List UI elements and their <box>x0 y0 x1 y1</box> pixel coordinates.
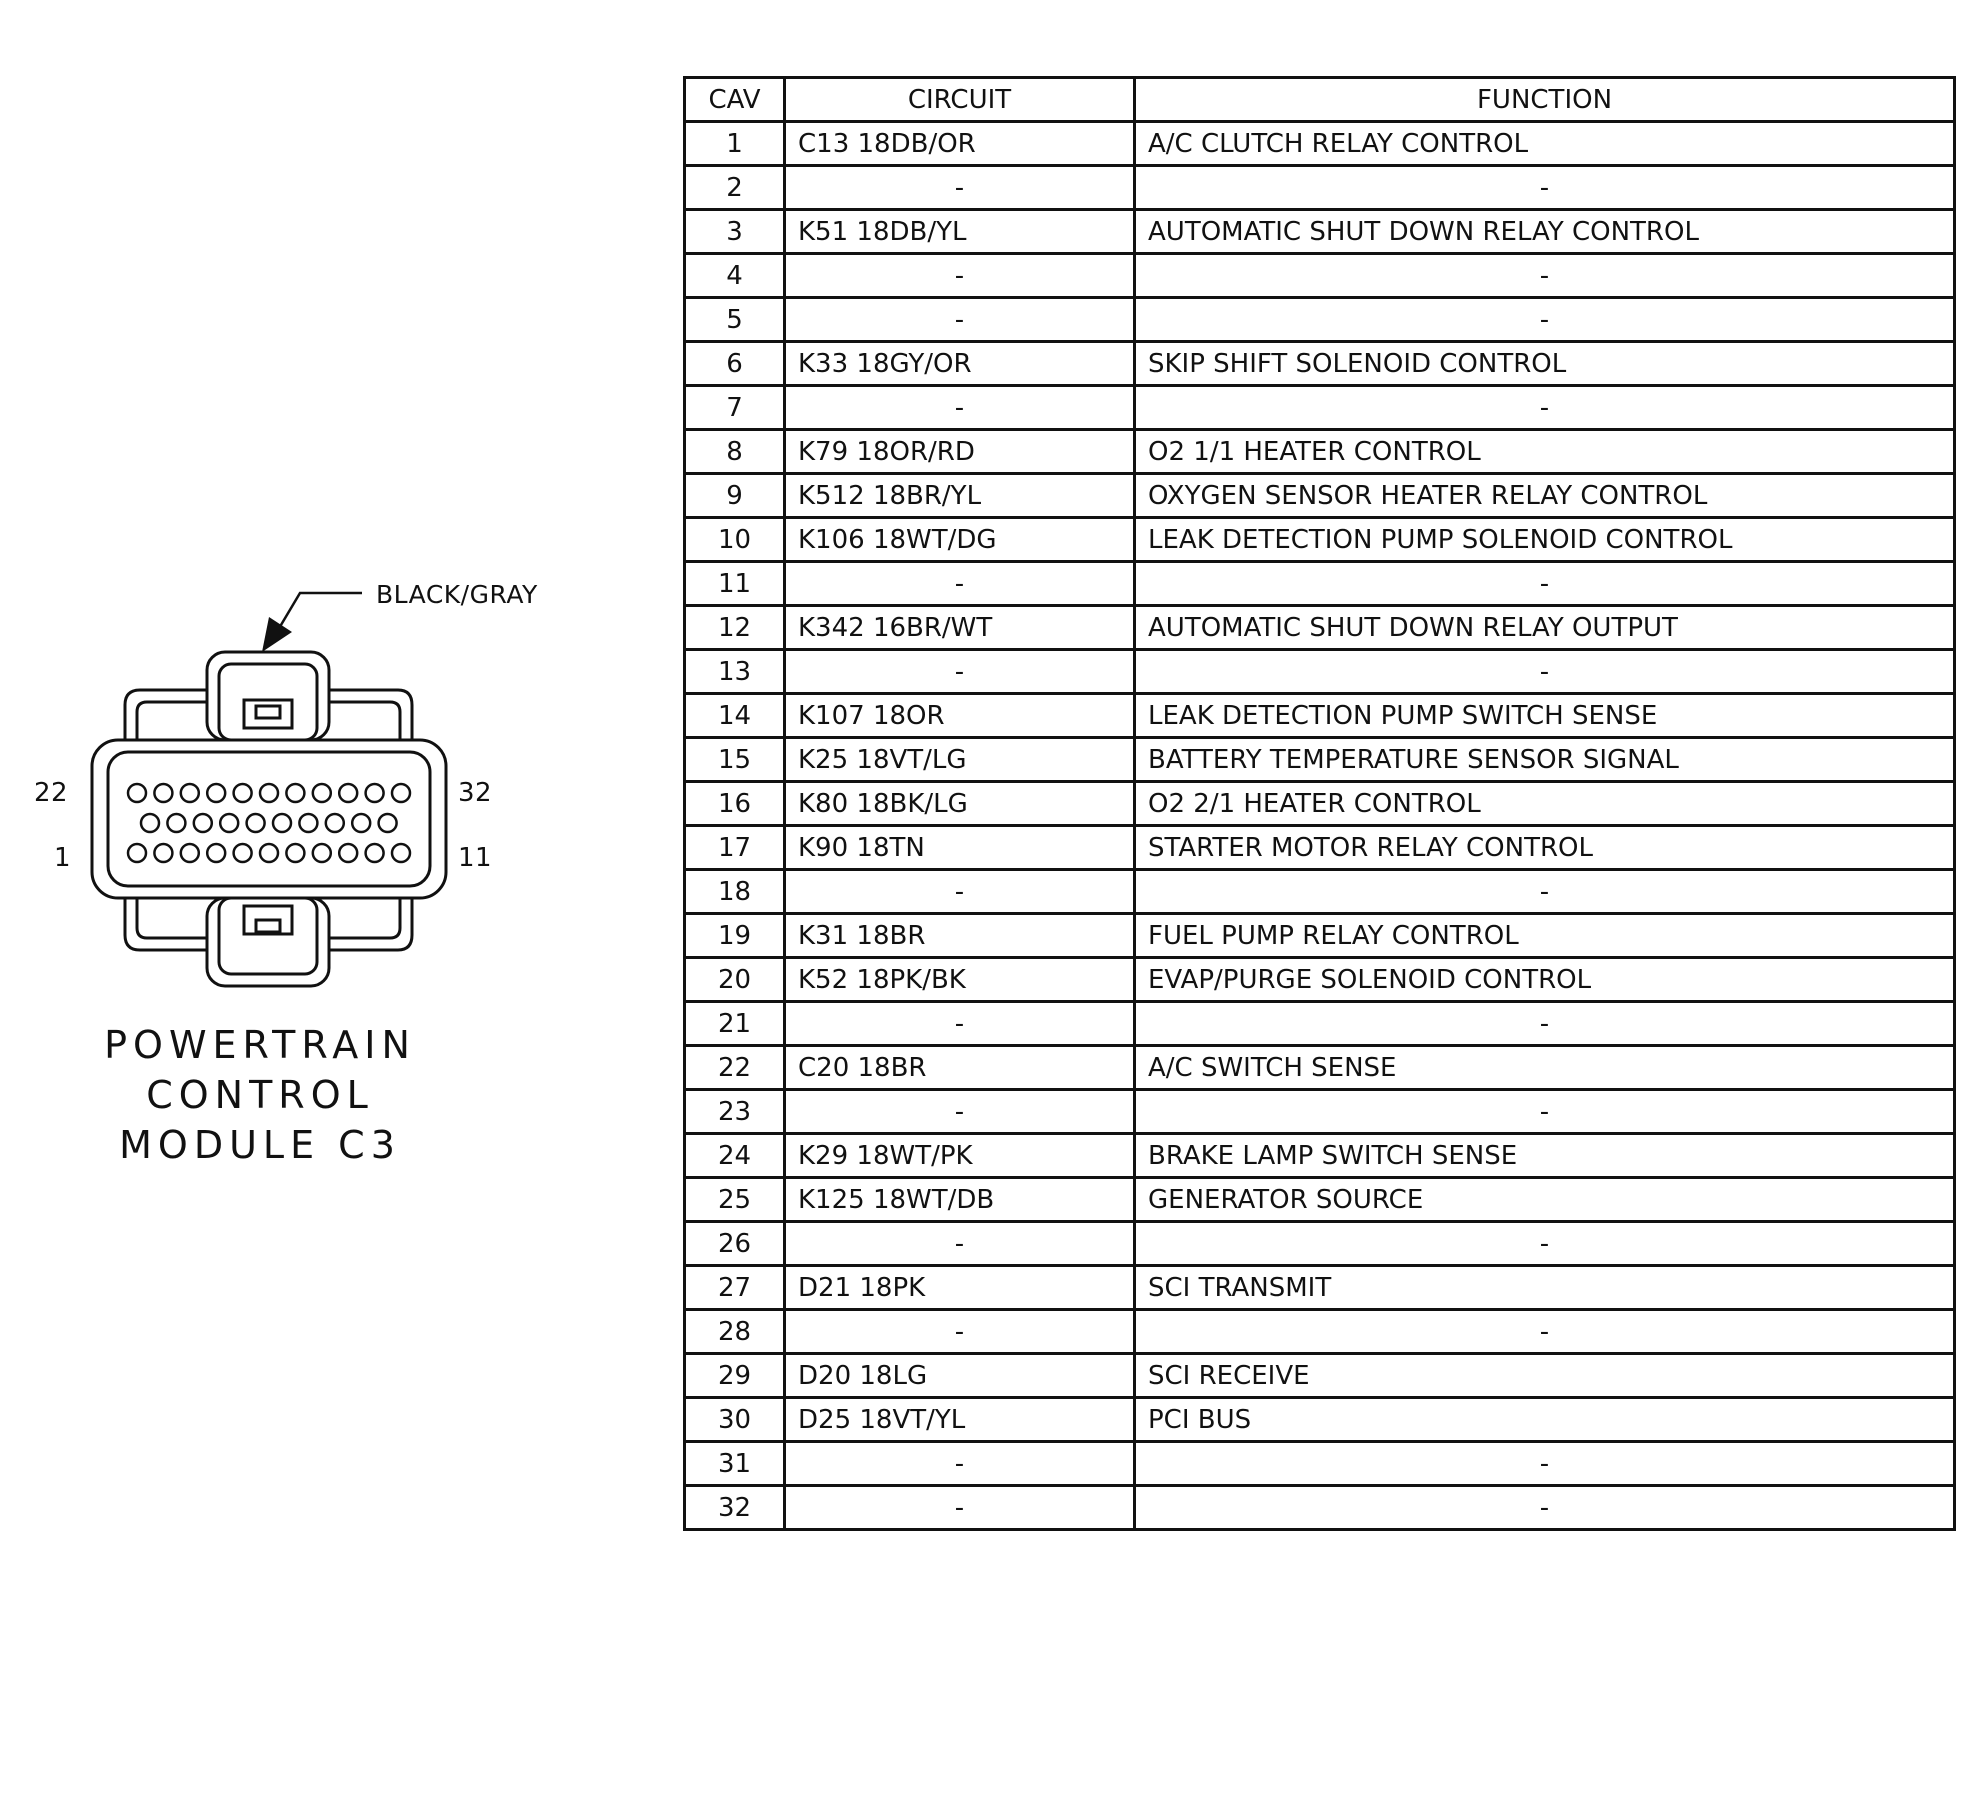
circuit-cell: K512 18BR/YL <box>785 474 1135 518</box>
table-row <box>685 1002 1955 1046</box>
pin-cavity <box>141 814 159 832</box>
table-row <box>685 1310 1955 1354</box>
table-row <box>685 958 1955 1002</box>
cav-cell: 24 <box>685 1134 785 1178</box>
pin-cavity <box>181 844 199 862</box>
circuit-cell: - <box>785 386 1135 430</box>
function-cell: AUTOMATIC SHUT DOWN RELAY OUTPUT <box>1135 606 1955 650</box>
table-row <box>685 122 1955 166</box>
pin-label-22: 22 <box>34 778 69 808</box>
table-row <box>685 1046 1955 1090</box>
cav-cell: 7 <box>685 386 785 430</box>
circuit-cell: K342 16BR/WT <box>785 606 1135 650</box>
pin-cavity <box>234 784 252 802</box>
cav-cell: 17 <box>685 826 785 870</box>
table-row <box>685 254 1955 298</box>
pin-cavity <box>220 814 238 832</box>
pin-cavity <box>299 814 317 832</box>
function-cell: - <box>1135 1090 1955 1134</box>
circuit-cell: D20 18LG <box>785 1354 1135 1398</box>
function-cell: A/C CLUTCH RELAY CONTROL <box>1135 122 1955 166</box>
circuit-cell: K107 18OR <box>785 694 1135 738</box>
cav-cell: 4 <box>685 254 785 298</box>
table-row <box>685 1222 1955 1266</box>
table-row <box>685 738 1955 782</box>
table-row <box>685 1442 1955 1486</box>
cav-cell: 20 <box>685 958 785 1002</box>
function-cell: O2 2/1 HEATER CONTROL <box>1135 782 1955 826</box>
circuit-cell: K31 18BR <box>785 914 1135 958</box>
pin-cavity <box>326 814 344 832</box>
table-row <box>685 518 1955 562</box>
function-cell: LEAK DETECTION PUMP SWITCH SENSE <box>1135 694 1955 738</box>
pin-cavity <box>154 784 172 802</box>
function-cell: STARTER MOTOR RELAY CONTROL <box>1135 826 1955 870</box>
table-row <box>685 650 1955 694</box>
pin-cavity-grid <box>128 784 410 862</box>
circuit-cell: - <box>785 1002 1135 1046</box>
circuit-cell: - <box>785 1090 1135 1134</box>
table-row <box>685 606 1955 650</box>
pinout-table-body <box>685 122 1955 1530</box>
table-row <box>685 298 1955 342</box>
cav-cell: 23 <box>685 1090 785 1134</box>
function-cell: BRAKE LAMP SWITCH SENSE <box>1135 1134 1955 1178</box>
function-cell: PCI BUS <box>1135 1398 1955 1442</box>
module-title <box>80 1020 440 1170</box>
cav-cell: 2 <box>685 166 785 210</box>
table-header-row <box>685 78 1955 122</box>
cav-cell: 26 <box>685 1222 785 1266</box>
function-cell: - <box>1135 254 1955 298</box>
circuit-cell: K52 18PK/BK <box>785 958 1135 1002</box>
header-circuit: CIRCUIT <box>785 78 1135 122</box>
table-row <box>685 562 1955 606</box>
cav-cell: 25 <box>685 1178 785 1222</box>
circuit-cell: K33 18GY/OR <box>785 342 1135 386</box>
module-title-line: CONTROL <box>146 1073 374 1117</box>
cav-cell: 5 <box>685 298 785 342</box>
circuit-cell: K90 18TN <box>785 826 1135 870</box>
table-row <box>685 1090 1955 1134</box>
table-row <box>685 826 1955 870</box>
circuit-cell: K125 18WT/DB <box>785 1178 1135 1222</box>
table-row <box>685 1266 1955 1310</box>
function-cell: OXYGEN SENSOR HEATER RELAY CONTROL <box>1135 474 1955 518</box>
pin-cavity <box>339 784 357 802</box>
pin-cavity <box>247 814 265 832</box>
function-cell: - <box>1135 386 1955 430</box>
table-row <box>685 1398 1955 1442</box>
pin-label-11: 11 <box>458 843 493 873</box>
table-row <box>685 914 1955 958</box>
cav-cell: 32 <box>685 1486 785 1530</box>
circuit-cell: - <box>785 1310 1135 1354</box>
pin-cavity <box>207 784 225 802</box>
pin-cavity <box>194 814 212 832</box>
pin-cavity <box>234 844 252 862</box>
function-cell: O2 1/1 HEATER CONTROL <box>1135 430 1955 474</box>
table-row <box>685 1486 1955 1530</box>
circuit-cell: D25 18VT/YL <box>785 1398 1135 1442</box>
circuit-cell: D21 18PK <box>785 1266 1135 1310</box>
function-cell: - <box>1135 1442 1955 1486</box>
pin-cavity <box>273 814 291 832</box>
function-cell: - <box>1135 1002 1955 1046</box>
cav-cell: 16 <box>685 782 785 826</box>
pin-cavity <box>392 784 410 802</box>
pinout-table <box>683 76 1956 1531</box>
pin-cavity <box>207 844 225 862</box>
circuit-cell: - <box>785 1442 1135 1486</box>
pin-cavity <box>313 784 331 802</box>
circuit-cell: C20 18BR <box>785 1046 1135 1090</box>
cav-cell: 22 <box>685 1046 785 1090</box>
circuit-cell: K51 18DB/YL <box>785 210 1135 254</box>
upper-shroud <box>125 690 412 740</box>
function-cell: SCI TRANSMIT <box>1135 1266 1955 1310</box>
module-title-line: MODULE C3 <box>119 1123 401 1167</box>
function-cell: - <box>1135 650 1955 694</box>
circuit-cell: K80 18BK/LG <box>785 782 1135 826</box>
function-cell: AUTOMATIC SHUT DOWN RELAY CONTROL <box>1135 210 1955 254</box>
function-cell: EVAP/PURGE SOLENOID CONTROL <box>1135 958 1955 1002</box>
circuit-cell: K29 18WT/PK <box>785 1134 1135 1178</box>
cav-cell: 14 <box>685 694 785 738</box>
connector-color-label: BLACK/GRAY <box>376 580 538 609</box>
circuit-cell: - <box>785 1486 1135 1530</box>
pin-cavity <box>366 784 384 802</box>
pin-cavity <box>313 844 331 862</box>
function-cell: GENERATOR SOURCE <box>1135 1178 1955 1222</box>
pin-cavity <box>392 844 410 862</box>
circuit-cell: - <box>785 254 1135 298</box>
pin-cavity <box>352 814 370 832</box>
cav-cell: 11 <box>685 562 785 606</box>
cav-cell: 21 <box>685 1002 785 1046</box>
cav-cell: 29 <box>685 1354 785 1398</box>
circuit-cell: - <box>785 650 1135 694</box>
function-cell: SKIP SHIFT SOLENOID CONTROL <box>1135 342 1955 386</box>
pin-cavity <box>286 784 304 802</box>
header-cav: CAV <box>685 78 785 122</box>
pin-cavity <box>379 814 397 832</box>
function-cell: - <box>1135 1486 1955 1530</box>
function-cell: - <box>1135 870 1955 914</box>
circuit-cell: - <box>785 298 1135 342</box>
pin-cavity <box>128 844 146 862</box>
function-cell: FUEL PUMP RELAY CONTROL <box>1135 914 1955 958</box>
cav-cell: 30 <box>685 1398 785 1442</box>
pin-cavity <box>260 844 278 862</box>
table-row <box>685 782 1955 826</box>
table-row <box>685 1354 1955 1398</box>
pin-cavity <box>260 784 278 802</box>
pin-cavity <box>366 844 384 862</box>
leader-arrow <box>262 593 362 652</box>
pin-cavity <box>339 844 357 862</box>
pin-cavity <box>154 844 172 862</box>
table-row <box>685 474 1955 518</box>
module-title-line: POWERTRAIN <box>104 1023 416 1067</box>
top-latch <box>207 652 329 740</box>
cav-cell: 15 <box>685 738 785 782</box>
circuit-cell: K79 18OR/RD <box>785 430 1135 474</box>
function-cell: - <box>1135 166 1955 210</box>
table-row <box>685 342 1955 386</box>
pin-label-32: 32 <box>458 778 493 808</box>
connector-diagram <box>0 0 560 1060</box>
circuit-cell: - <box>785 870 1135 914</box>
pin-cavity <box>286 844 304 862</box>
cav-cell: 12 <box>685 606 785 650</box>
function-cell: BATTERY TEMPERATURE SENSOR SIGNAL <box>1135 738 1955 782</box>
cav-cell: 9 <box>685 474 785 518</box>
cav-cell: 13 <box>685 650 785 694</box>
circuit-cell: C13 18DB/OR <box>785 122 1135 166</box>
cav-cell: 1 <box>685 122 785 166</box>
table-row <box>685 870 1955 914</box>
circuit-cell: - <box>785 562 1135 606</box>
table-row <box>685 1178 1955 1222</box>
function-cell: - <box>1135 298 1955 342</box>
circuit-cell: K106 18WT/DG <box>785 518 1135 562</box>
table-row <box>685 210 1955 254</box>
function-cell: - <box>1135 1310 1955 1354</box>
pin-cavity <box>181 784 199 802</box>
pin-label-1: 1 <box>54 843 72 873</box>
table-row <box>685 1134 1955 1178</box>
header-function: FUNCTION <box>1135 78 1955 122</box>
connector-body <box>92 740 446 898</box>
function-cell: A/C SWITCH SENSE <box>1135 1046 1955 1090</box>
function-cell: LEAK DETECTION PUMP SOLENOID CONTROL <box>1135 518 1955 562</box>
pin-cavity <box>167 814 185 832</box>
function-cell: - <box>1135 562 1955 606</box>
table-row <box>685 694 1955 738</box>
table-row <box>685 166 1955 210</box>
bottom-latch <box>207 898 329 986</box>
function-cell: SCI RECEIVE <box>1135 1354 1955 1398</box>
cav-cell: 8 <box>685 430 785 474</box>
cav-cell: 31 <box>685 1442 785 1486</box>
circuit-cell: - <box>785 166 1135 210</box>
cav-cell: 28 <box>685 1310 785 1354</box>
circuit-cell: - <box>785 1222 1135 1266</box>
cav-cell: 6 <box>685 342 785 386</box>
cav-cell: 27 <box>685 1266 785 1310</box>
cav-cell: 19 <box>685 914 785 958</box>
cav-cell: 3 <box>685 210 785 254</box>
table-row <box>685 430 1955 474</box>
cav-cell: 18 <box>685 870 785 914</box>
function-cell: - <box>1135 1222 1955 1266</box>
cav-cell: 10 <box>685 518 785 562</box>
circuit-cell: K25 18VT/LG <box>785 738 1135 782</box>
table-row <box>685 386 1955 430</box>
pin-cavity <box>128 784 146 802</box>
